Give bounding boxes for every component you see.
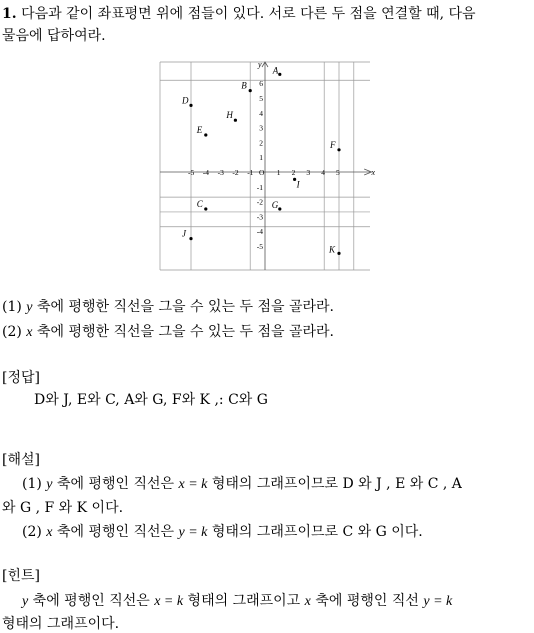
exp-l3-eq: y = k	[178, 525, 208, 540]
hint-l1-text3: 축에 평행인 직선	[315, 593, 419, 609]
y-tick-label: 3	[259, 123, 263, 133]
exp-l3-text2: 형태의 그래프이므로 C 와 G 이다.	[211, 524, 423, 540]
y-tick-label: 1	[259, 153, 263, 163]
point-label: I	[296, 179, 300, 190]
point-label: H	[226, 110, 233, 121]
x-tick-label: -5	[188, 168, 195, 177]
x-tick-label: -1	[247, 168, 254, 177]
answer-text: D와 J, E와 C, A와 G, F와 K ,: C와 G	[34, 392, 268, 408]
exp-l3-text: 축에 평행인 직선은	[56, 524, 175, 540]
explanation-line2: 와 G , F 와 K 이다.	[2, 500, 124, 516]
q1-prefix: (1)	[2, 299, 22, 315]
point-label: C	[196, 199, 203, 209]
point-i	[293, 178, 301, 190]
x-tick-label: -3	[217, 168, 224, 177]
exp-l1-text2: 형태의 그래프이므로 D 와 J , E 와 C , A	[211, 476, 462, 492]
point-a	[272, 65, 282, 76]
hint-l1-var2: x	[304, 594, 311, 609]
exp-l1-var: y	[46, 477, 53, 492]
point-label: G	[271, 200, 279, 210]
y-axis-label: y	[258, 60, 262, 69]
point-label: D	[182, 95, 189, 106]
problem-intro-line1	[2, 3, 476, 23]
x-axis-label: x	[371, 168, 376, 177]
x-tick-label: 4	[321, 168, 325, 177]
point-label: K	[329, 244, 336, 255]
x-tick-label: O	[259, 168, 265, 177]
question-2	[2, 321, 334, 341]
problem-number: 1.	[2, 6, 17, 22]
point-dot	[249, 89, 252, 92]
point-dot	[278, 73, 281, 76]
coordinate-plane-figure	[160, 60, 376, 272]
hint-line2: 형태의 그래프이다.	[2, 616, 120, 632]
exp-l3-prefix: (2)	[22, 524, 42, 540]
hint-l1-text: 축에 평행인 직선은	[32, 593, 150, 609]
hint-l1-var: y	[22, 594, 29, 609]
q2-var: x	[26, 325, 33, 340]
q2-text: 축에 평행한 직선을 그을 수 있는 두 점을 골라라.	[36, 324, 334, 340]
x-tick-label: 2	[291, 168, 296, 177]
q1-var: y	[26, 300, 33, 315]
x-tick-label: -2	[232, 168, 239, 177]
point-dot	[189, 237, 192, 240]
hint-l1-eq2: y = k	[423, 594, 453, 609]
point-dot	[234, 119, 237, 122]
explanation-line3	[22, 521, 423, 541]
y-tick-label: 2	[259, 138, 263, 148]
point-c	[197, 199, 208, 211]
q2-prefix: (2)	[2, 324, 22, 340]
y-tick-label: 4	[259, 108, 263, 118]
hint-heading: [힌트]	[2, 568, 40, 584]
hint-line1	[22, 590, 452, 610]
exp-l1-prefix: (1)	[22, 476, 42, 492]
y-tick-label: -3	[256, 212, 263, 222]
point-label: A	[272, 65, 279, 76]
point-label: F	[330, 139, 336, 150]
x-tick-label: -4	[202, 168, 210, 177]
point-label: E	[196, 125, 203, 135]
answer-heading: [정답]	[2, 370, 40, 386]
x-tick-label: 3	[306, 168, 311, 177]
y-tick-label: -5	[256, 242, 263, 251]
y-tick-label: 6	[259, 79, 263, 89]
x-tick-label: 5	[336, 168, 340, 177]
y-tick-label: -4	[256, 227, 263, 237]
explanation-heading: [해설]	[2, 452, 40, 468]
point-dot	[278, 207, 281, 210]
point-e	[196, 125, 208, 137]
question-1	[2, 296, 334, 316]
hint-l1-text2: 형태의 그래프이고	[187, 593, 301, 609]
point-g	[272, 200, 282, 211]
point-label: J	[182, 228, 186, 239]
point-dot	[189, 104, 192, 107]
x-tick-label: 1	[276, 168, 281, 177]
hint-l1-eq: x = k	[154, 594, 184, 609]
exp-l1-text: 축에 평행인 직선은	[56, 476, 175, 492]
tick-labels	[188, 79, 340, 251]
q1-text: 축에 평행한 직선을 그을 수 있는 두 점을 골라라.	[36, 299, 334, 315]
y-tick-label: 5	[259, 94, 263, 103]
point-dot	[337, 252, 340, 255]
y-tick-label: -2	[256, 197, 263, 207]
point-dot	[204, 207, 207, 210]
point-dot	[337, 148, 340, 151]
exp-l1-eq: x = k	[178, 477, 208, 492]
y-tick-label: -1	[256, 182, 263, 192]
problem-intro-text1: 다음과 같이 좌표평면 위에 점들이 있다. 서로 다른 두 점을 연결할 때, 다음	[21, 6, 476, 22]
explanation-line1	[22, 473, 462, 493]
point-label: B	[241, 80, 247, 91]
point-dot	[204, 133, 207, 136]
exp-l3-var: x	[46, 525, 53, 540]
point-h	[225, 110, 237, 122]
problem-intro-line2: 물음에 답하여라.	[2, 28, 106, 44]
